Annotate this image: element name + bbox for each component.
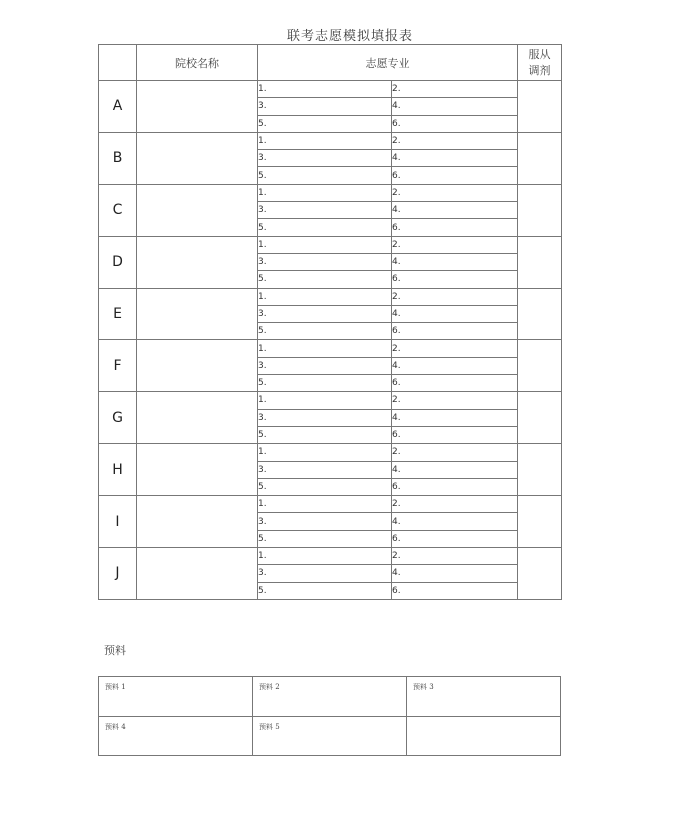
obey-adjustment-cell[interactable]: [518, 340, 562, 392]
major-cell[interactable]: 4.: [392, 409, 518, 426]
school-letter: A: [99, 81, 137, 133]
school-row: [99, 444, 562, 461]
major-cell[interactable]: 1.: [258, 132, 392, 149]
major-cell[interactable]: 4.: [392, 253, 518, 270]
major-cell[interactable]: 6.: [392, 375, 518, 392]
major-cell[interactable]: 3.: [258, 409, 392, 426]
major-cell[interactable]: 2.: [392, 81, 518, 98]
obey-adjustment-cell[interactable]: [518, 288, 562, 340]
school-name-cell[interactable]: [137, 132, 258, 184]
major-cell[interactable]: 5.: [258, 115, 392, 132]
major-cell[interactable]: 5.: [258, 167, 392, 184]
obey-adjustment-cell[interactable]: [518, 392, 562, 444]
school-name-cell[interactable]: [137, 288, 258, 340]
major-cell[interactable]: 5.: [258, 323, 392, 340]
obey-adjustment-cell[interactable]: [518, 496, 562, 548]
school-name-cell[interactable]: [137, 81, 258, 133]
major-cell[interactable]: 1.: [258, 81, 392, 98]
major-cell[interactable]: 6.: [392, 323, 518, 340]
header-row: [99, 45, 562, 81]
preliminary-cell[interactable]: [407, 716, 561, 756]
major-cell[interactable]: 5.: [258, 426, 392, 443]
corner-cell: [99, 45, 137, 81]
major-cell[interactable]: 1.: [258, 392, 392, 409]
school-name-cell[interactable]: [137, 340, 258, 392]
major-cell[interactable]: 1.: [258, 444, 392, 461]
major-cell[interactable]: 2.: [392, 392, 518, 409]
major-header: 志愿专业: [258, 45, 518, 81]
major-cell[interactable]: 5.: [258, 530, 392, 547]
major-cell[interactable]: 2.: [392, 288, 518, 305]
obey-header-line2: 调剂: [528, 63, 551, 77]
school-row: [99, 81, 562, 98]
major-cell[interactable]: 3.: [258, 305, 392, 322]
school-letter: G: [99, 392, 137, 444]
major-cell[interactable]: 3.: [258, 253, 392, 270]
obey-adjustment-cell[interactable]: [518, 81, 562, 133]
obey-adjustment-cell[interactable]: [518, 132, 562, 184]
major-cell[interactable]: 2.: [392, 236, 518, 253]
major-cell[interactable]: 1.: [258, 496, 392, 513]
major-cell[interactable]: 1.: [258, 340, 392, 357]
school-name-cell[interactable]: [137, 184, 258, 236]
school-name-cell[interactable]: [137, 548, 258, 600]
major-cell[interactable]: 6.: [392, 426, 518, 443]
major-cell[interactable]: 2.: [392, 496, 518, 513]
school-row: [99, 132, 562, 149]
major-cell[interactable]: 4.: [392, 202, 518, 219]
major-cell[interactable]: 5.: [258, 219, 392, 236]
major-cell[interactable]: 2.: [392, 444, 518, 461]
major-cell[interactable]: 3.: [258, 565, 392, 582]
major-cell[interactable]: 3.: [258, 357, 392, 374]
school-name-cell[interactable]: [137, 444, 258, 496]
major-cell[interactable]: 6.: [392, 219, 518, 236]
school-letter: H: [99, 444, 137, 496]
major-cell[interactable]: 6.: [392, 582, 518, 599]
school-letter: J: [99, 548, 137, 600]
major-cell[interactable]: 3.: [258, 513, 392, 530]
major-cell[interactable]: 6.: [392, 478, 518, 495]
school-row: [99, 340, 562, 357]
major-cell[interactable]: 6.: [392, 115, 518, 132]
major-cell[interactable]: 6.: [392, 167, 518, 184]
school-row: [99, 548, 562, 565]
school-letter: F: [99, 340, 137, 392]
major-cell[interactable]: 2.: [392, 340, 518, 357]
preliminary-cell[interactable]: 预料 1: [99, 677, 253, 717]
preliminary-cell[interactable]: 预料 5: [253, 716, 407, 756]
obey-header-line1: 服从: [528, 47, 551, 61]
major-cell[interactable]: 3.: [258, 461, 392, 478]
major-cell[interactable]: 5.: [258, 582, 392, 599]
school-name-cell[interactable]: [137, 496, 258, 548]
obey-adjustment-cell[interactable]: [518, 444, 562, 496]
school-letter: E: [99, 288, 137, 340]
school-row: [99, 392, 562, 409]
major-cell[interactable]: 4.: [392, 565, 518, 582]
school-row: [99, 184, 562, 201]
major-cell[interactable]: 5.: [258, 478, 392, 495]
preliminary-cell[interactable]: 预料 2: [253, 677, 407, 717]
preliminary-cell[interactable]: 预料 3: [407, 677, 561, 717]
obey-adjustment-cell[interactable]: [518, 184, 562, 236]
school-row: [99, 288, 562, 305]
major-cell[interactable]: 4.: [392, 98, 518, 115]
obey-adjustment-cell[interactable]: [518, 548, 562, 600]
volunteer-form-table: [98, 44, 562, 600]
school-name-cell[interactable]: [137, 392, 258, 444]
major-cell[interactable]: 6.: [392, 271, 518, 288]
major-cell[interactable]: 5.: [258, 375, 392, 392]
school-name-cell[interactable]: [137, 236, 258, 288]
major-cell[interactable]: 1.: [258, 236, 392, 253]
school-letter: D: [99, 236, 137, 288]
major-cell[interactable]: 3.: [258, 150, 392, 167]
school-letter: B: [99, 132, 137, 184]
obey-adjustment-cell[interactable]: [518, 236, 562, 288]
major-cell[interactable]: 2.: [392, 548, 518, 565]
major-cell[interactable]: 1.: [258, 548, 392, 565]
form-title: 联考志愿模拟填报表: [286, 29, 413, 44]
major-cell[interactable]: 4.: [392, 305, 518, 322]
school-name-header: 院校名称: [137, 45, 258, 81]
school-letter: I: [99, 496, 137, 548]
major-cell[interactable]: 1.: [258, 184, 392, 201]
major-cell[interactable]: 4.: [392, 461, 518, 478]
school-letter: C: [99, 184, 137, 236]
major-cell[interactable]: 6.: [392, 530, 518, 547]
preliminary-title: 预料: [104, 644, 126, 657]
school-row: [99, 236, 562, 253]
major-cell[interactable]: 4.: [392, 150, 518, 167]
major-cell[interactable]: 4.: [392, 513, 518, 530]
school-row: [99, 496, 562, 513]
major-cell[interactable]: 3.: [258, 98, 392, 115]
obey-adjustment-header: [518, 45, 562, 81]
major-cell[interactable]: 4.: [392, 357, 518, 374]
major-cell[interactable]: 2.: [392, 184, 518, 201]
major-cell[interactable]: 2.: [392, 132, 518, 149]
major-cell[interactable]: 5.: [258, 271, 392, 288]
major-cell[interactable]: 3.: [258, 202, 392, 219]
preliminary-table: [98, 676, 561, 756]
preliminary-cell[interactable]: 预料 4: [99, 716, 253, 756]
major-cell[interactable]: 1.: [258, 288, 392, 305]
